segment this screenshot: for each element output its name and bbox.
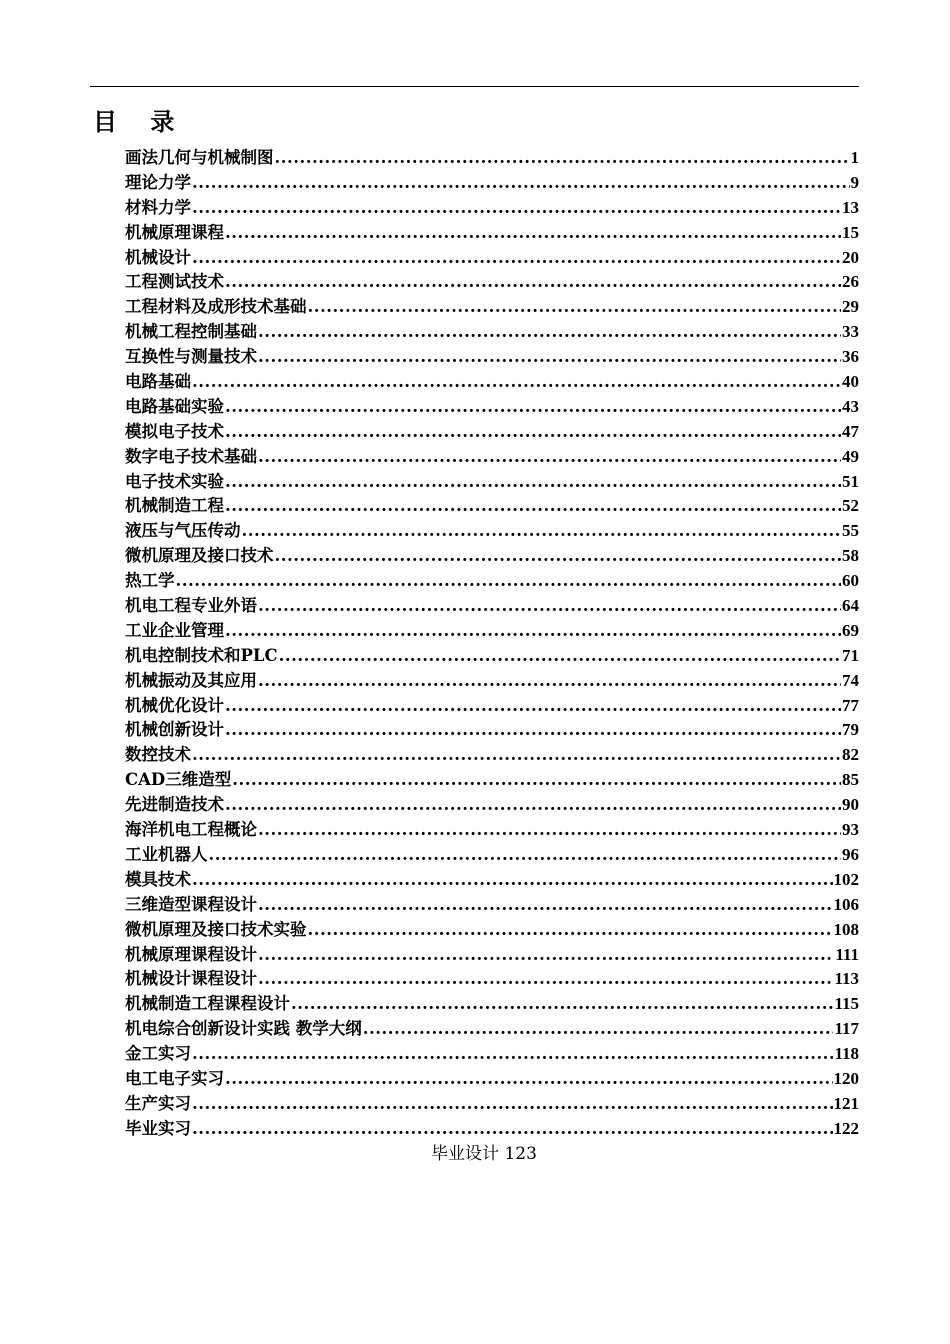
toc-entry[interactable] [125,718,859,743]
dot-leader [192,370,841,395]
toc-entry-label: 先进制造技术 [125,795,224,815]
dot-leader [242,519,842,544]
dot-leader [225,420,841,445]
toc-entry[interactable] [125,669,859,694]
dot-leader [258,943,834,968]
dot-leader [258,594,841,619]
toc-entry-page-number: 121 [833,1093,859,1113]
toc-entry-label: 理论力学 [125,172,191,192]
toc-entry-label: 热工学 [125,571,175,591]
dot-leader [192,868,833,893]
toc-entry-label: 材料力学 [125,197,191,217]
toc-entry[interactable] [125,295,859,320]
header-rule [90,86,859,87]
toc-entry-page-number: 20 [842,247,859,267]
toc-entry-page-number: 51 [842,471,859,491]
toc-entry[interactable] [125,420,859,445]
toc-entry-label: 机械原理课程 [125,222,224,242]
toc-entry-label: 机械原理课程设计 [125,944,257,964]
toc-entry-page-number: 71 [842,645,859,665]
dot-leader [275,544,842,569]
toc-entry-page-number: 13 [842,197,859,217]
footer-entry[interactable]: 毕业设计 123 [431,1144,537,1164]
toc-entry[interactable] [125,270,859,295]
dot-leader [258,818,841,843]
toc-entry[interactable] [125,768,859,793]
dot-leader [225,221,841,246]
dot-leader [225,270,841,295]
toc-entry[interactable] [125,221,859,246]
toc-entry-page-number: 15 [842,222,859,242]
toc-entry-page-number: 79 [842,720,859,740]
toc-entry[interactable] [125,694,859,719]
dot-leader [275,146,850,171]
toc-entry-page-number: 43 [842,396,859,416]
toc-entry-label: 机械工程控制基础 [125,322,257,342]
toc-entry-page-number: 64 [842,596,859,616]
toc-entry-page-number: 96 [842,844,859,864]
toc-entry-label: 机械设计 [125,247,191,267]
toc-entry[interactable] [125,370,859,395]
toc-entry-label: 机械创新设计 [125,720,224,740]
toc-entry-label: 金工实习 [125,1044,191,1064]
toc-entry[interactable] [125,494,859,519]
toc-entry-page-number: 40 [842,372,859,392]
toc-entry[interactable] [125,395,859,420]
toc-entry-page-number: 85 [842,770,859,790]
toc-entry-label: 海洋机电工程概论 [125,820,257,840]
dot-leader [192,1042,833,1067]
dot-leader [192,1092,833,1117]
toc-list [125,146,859,1142]
dot-leader [258,345,841,370]
toc-entry[interactable] [125,992,859,1017]
toc-entry-label: 互换性与测量技术 [125,347,257,367]
dot-leader [209,843,842,868]
toc-entry-label: 机械振动及其应用 [125,670,257,690]
toc-entry-page-number: 102 [833,869,859,889]
toc-entry-label: 模具技术 [125,869,191,889]
toc-entry-page-number: 106 [833,894,859,914]
toc-entry-label: 电路基础 [125,372,191,392]
toc-entry-page-number: 9 [850,172,859,192]
toc-entry-page-number: 33 [842,322,859,342]
dot-leader [192,171,850,196]
toc-entry-label: 电路基础实验 [125,396,224,416]
dot-leader [225,494,841,519]
toc-entry[interactable] [125,1017,859,1042]
toc-entry[interactable] [125,320,859,345]
dot-leader [279,644,841,669]
toc-entry[interactable] [125,345,859,370]
toc-entry-page-number: 49 [842,446,859,466]
toc-entry[interactable] [125,519,859,544]
toc-entry[interactable] [125,196,859,221]
toc-entry-page-number: 111 [835,944,859,964]
toc-entry-page-number: 77 [842,695,859,715]
toc-entry-label: 液压与气压传动 [125,521,241,541]
toc-title: 目 录 [93,108,175,136]
toc-entry-page-number: 120 [833,1068,859,1088]
toc-entry[interactable] [125,445,859,470]
toc-entry-label: 工程材料及成形技术基础 [125,297,307,317]
dot-leader [225,470,841,495]
toc-entry[interactable] [125,594,859,619]
toc-entry-page-number: 93 [842,820,859,840]
toc-entry[interactable] [125,1092,859,1117]
toc-entry-label: 画法几何与机械制图 [125,148,274,167]
toc-entry-label: 微机原理及接口技术实验 [125,919,307,939]
dot-leader [291,992,833,1017]
dot-leader [258,320,841,345]
dot-leader [258,445,841,470]
toc-entry[interactable] [125,470,859,495]
dot-leader [225,718,841,743]
toc-entry[interactable] [125,544,859,569]
dot-leader [192,1117,833,1142]
toc-entry[interactable] [125,1067,859,1092]
toc-entry-page-number: 113 [834,969,859,989]
toc-entry-page-number: 58 [842,546,859,566]
toc-entry[interactable] [125,246,859,271]
dot-leader [308,295,842,320]
dot-leader [232,768,841,793]
dot-leader [225,619,841,644]
toc-entry-page-number: 29 [842,297,859,317]
toc-entry-label: 工业企业管理 [125,620,224,640]
toc-entry-label: 工程测试技术 [125,272,224,292]
toc-entry-page-number: 82 [842,745,859,765]
toc-entry-page-number: 90 [842,795,859,815]
dot-leader [192,196,841,221]
toc-entry-label: 机电控制技术和PLC [125,645,278,665]
toc-entry-label: 机电工程专业外语 [125,596,257,616]
toc-entry[interactable] [125,171,859,196]
toc-entry[interactable] [125,146,859,171]
toc-entry[interactable] [125,1042,859,1067]
toc-entry-page-number: 36 [842,347,859,367]
toc-entry-label: 模拟电子技术 [125,421,224,441]
toc-entry-label: 电子技术实验 [125,471,224,491]
toc-entry-label: 毕业实习 [125,1118,191,1138]
dot-leader [225,694,841,719]
toc-entry-page-number: 115 [834,994,859,1014]
toc-entry-label: 电工电子实习 [125,1068,224,1088]
dot-leader [308,918,833,943]
toc-entry[interactable] [125,619,859,644]
toc-entry[interactable] [125,569,859,594]
toc-entry-label: CAD三维造型 [125,770,232,790]
toc-entry-label: 生产实习 [125,1093,191,1113]
toc-entry-label: 微机原理及接口技术 [125,546,274,566]
toc-entry[interactable] [125,818,859,843]
dot-leader [176,569,842,594]
toc-entry-page-number: 60 [842,571,859,591]
dot-leader [192,246,841,271]
toc-entry-label: 工业机器人 [125,844,208,864]
dot-leader [258,967,833,992]
toc-entry-page-number: 69 [842,620,859,640]
toc-entry[interactable] [125,1117,859,1142]
dot-leader [225,1067,833,1092]
toc-entry-label: 数字电子技术基础 [125,446,257,466]
toc-entry-label: 三维造型课程设计 [125,894,257,914]
toc-entry[interactable] [125,644,859,669]
toc-entry[interactable] [125,893,859,918]
toc-entry[interactable] [125,967,859,992]
dot-leader [225,395,841,420]
toc-entry-page-number: 55 [842,521,859,541]
dot-leader [363,1017,834,1042]
toc-entry-page-number: 117 [834,1019,859,1039]
toc-entry-page-number: 118 [834,1044,859,1064]
toc-entry-page-number: 1 [850,148,859,167]
toc-entry-label: 数控技术 [125,745,191,765]
toc-entry[interactable] [125,918,859,943]
toc-entry-page-number: 52 [842,496,859,516]
toc-entry[interactable] [125,868,859,893]
dot-leader [258,893,833,918]
toc-entry[interactable] [125,943,859,968]
toc-entry-label: 机械制造工程课程设计 [125,994,290,1014]
toc-entry-label: 机械优化设计 [125,695,224,715]
toc-entry-page-number: 74 [842,670,859,690]
dot-leader [258,669,841,694]
toc-entry-page-number: 108 [833,919,859,939]
dot-leader [225,793,841,818]
toc-entry[interactable] [125,743,859,768]
toc-entry[interactable] [125,793,859,818]
toc-entry-page-number: 122 [833,1118,859,1138]
toc-entry-label: 机电综合创新设计实践 教学大纲 [125,1019,362,1039]
toc-entry[interactable] [125,843,859,868]
toc-entry-label: 机械制造工程 [125,496,224,516]
toc-entry-page-number: 47 [842,421,859,441]
dot-leader [192,743,841,768]
toc-entry-page-number: 26 [842,272,859,292]
toc-entry-label: 机械设计课程设计 [125,969,257,989]
